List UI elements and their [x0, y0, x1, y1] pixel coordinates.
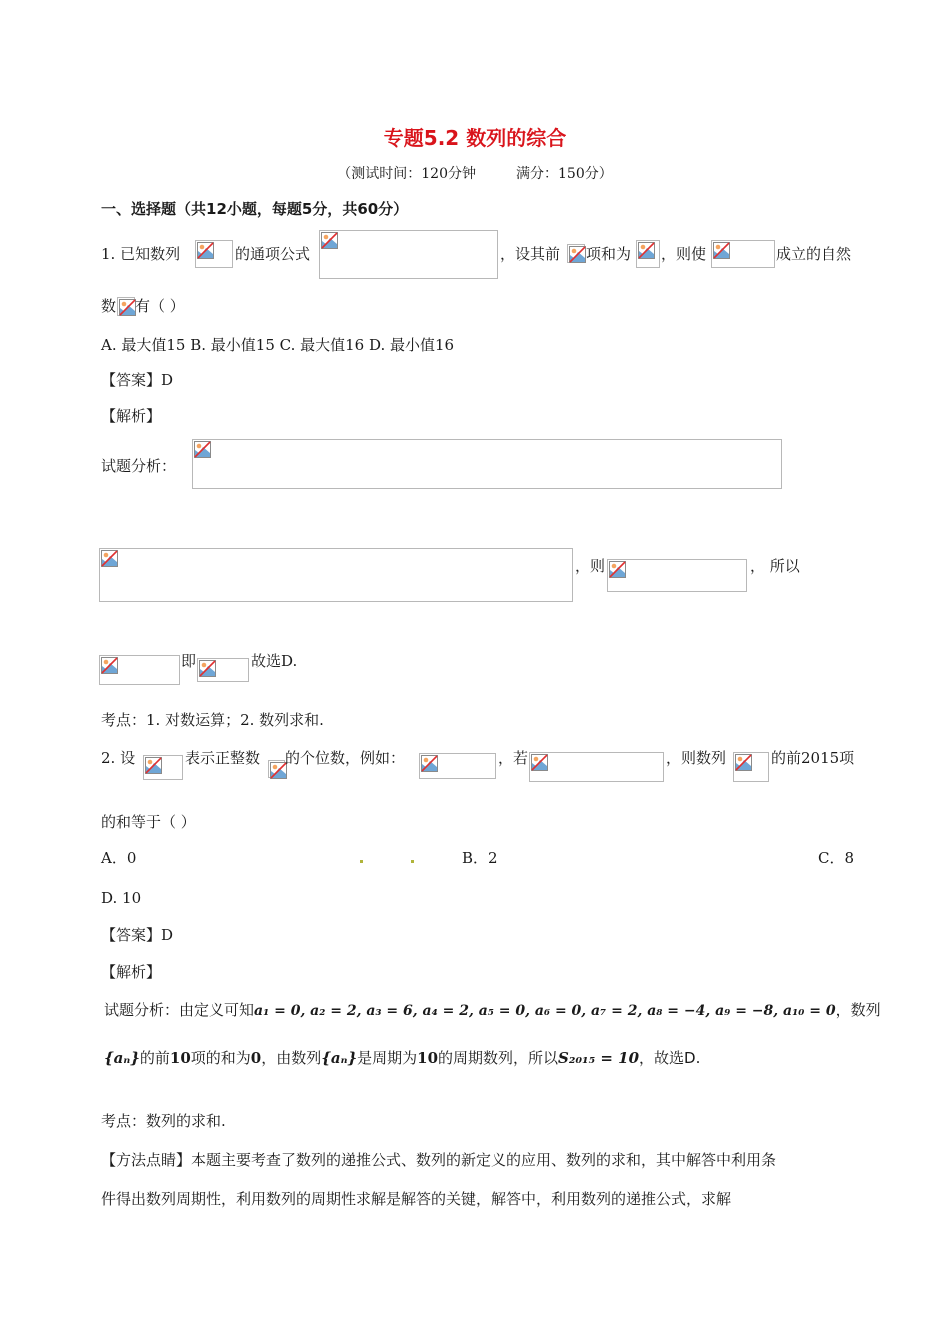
q2-solution-line2	[104, 1048, 700, 1068]
solution-text: 项的和为	[190, 1049, 251, 1067]
broken-image-icon	[199, 660, 216, 677]
broken-image-icon	[101, 550, 118, 567]
broken-image-icon	[609, 561, 626, 578]
test-time: （测试时间：120分钟	[337, 166, 476, 182]
q1-text-1: 1. 已知数列	[101, 245, 181, 263]
q1-then: ，则	[575, 557, 606, 575]
solution-text: ，数列	[835, 1001, 881, 1019]
formula-image	[268, 760, 285, 778]
formula-image	[419, 753, 496, 779]
solution-formula: 10	[169, 1049, 191, 1067]
formula-image	[197, 658, 249, 682]
q2-analysis-label: 【解析】	[101, 963, 162, 981]
formula-image	[567, 244, 585, 263]
q1-ie: 即	[181, 652, 197, 670]
solution-formula: a₁ = 0, a₂ = 2, a₃ = 6, a₄ = 2, a₅ = 0, a₆ = 0, a₇ = 2, a₈ = −4, a₉ = −8, a₁₀ = 0	[254, 1003, 836, 1019]
q1-text-5: ，则使	[661, 245, 707, 263]
q2-option-c: C．8	[818, 849, 855, 867]
q1-text-3: ，设其前	[500, 245, 561, 263]
solution-formula: 0	[250, 1049, 262, 1067]
q2-option-b: B．2	[462, 849, 498, 867]
q1-text-6: 成立的自然	[776, 245, 852, 263]
q2-text-1: 2. 设	[101, 749, 136, 767]
q1-line2-b: 有（ ）	[135, 297, 185, 315]
formula-image	[607, 559, 747, 592]
q1-points: 考点：1. 对数运算；2. 数列求和.	[101, 711, 324, 729]
broken-image-icon	[713, 242, 730, 259]
solution-text: 的周期数列，所以	[438, 1049, 559, 1067]
q1-analysis-intro: 试题分析：	[101, 457, 177, 475]
solution-text: ，故选D.	[639, 1049, 701, 1067]
broken-image-icon	[638, 242, 655, 259]
stray-dot	[411, 860, 414, 863]
q2-text-4: ，若	[498, 749, 529, 767]
broken-image-icon	[735, 754, 752, 771]
q2-option-d: D. 10	[101, 889, 142, 907]
formula-image	[195, 240, 233, 268]
broken-image-icon	[321, 232, 338, 249]
broken-image-icon	[194, 441, 211, 458]
broken-image-icon	[145, 757, 162, 774]
formula-image	[143, 755, 183, 780]
q1-line2-a: 数	[101, 297, 117, 315]
method-tip-line1: 【方法点睛】本题主要考查了数列的递推公式、数列的新定义的应用、数列的求和，其中解答中利用条	[101, 1151, 777, 1169]
q2-text-5: ，则数列	[666, 749, 727, 767]
broken-image-icon	[119, 299, 136, 316]
q1-analysis-label: 【解析】	[101, 407, 162, 425]
solution-formula: S₂₀₁₅ = 10	[558, 1049, 640, 1067]
broken-image-icon	[421, 755, 438, 772]
test-info	[0, 163, 950, 183]
page-title: 专题5.2 数列的综合	[383, 126, 567, 150]
q1-text-2: 的通项公式	[235, 245, 311, 263]
q2-line2: 的和等于（ ）	[101, 813, 196, 831]
formula-image	[99, 548, 573, 602]
q2-text-2: 表示正整数	[185, 749, 261, 767]
q2-option-a: A．0	[101, 849, 137, 867]
formula-image	[117, 297, 135, 316]
broken-image-icon	[569, 246, 586, 263]
solution-text: 是周期为	[357, 1049, 418, 1067]
solution-text: 的前	[139, 1049, 170, 1067]
q1-so: ， 所以	[750, 557, 800, 575]
q2-points: 考点：数列的求和.	[101, 1112, 226, 1130]
section-header: 一、选择题（共12小题，每题5分，共60分）	[101, 200, 409, 218]
solution-formula: 10	[417, 1049, 439, 1067]
solution-formula: {aₙ}	[321, 1049, 358, 1067]
formula-image	[529, 752, 664, 782]
q1-choose: 故选D.	[251, 652, 298, 670]
broken-image-icon	[197, 242, 214, 259]
broken-image-icon	[101, 657, 118, 674]
solution-text: ，由数列	[261, 1049, 322, 1067]
test-score: 满分：150分）	[516, 166, 613, 182]
q2-text-3: 的个位数，例如：	[285, 749, 406, 767]
stray-dot	[360, 860, 363, 863]
formula-image	[733, 752, 769, 782]
solution-text: 试题分析：由定义可知	[104, 1001, 255, 1019]
formula-image	[711, 240, 775, 268]
method-tip-line2: 件得出数列周期性，利用数列的周期性求解是解答的关键，解答中，利用数列的递推公式，求解	[101, 1190, 732, 1208]
q1-options: A. 最大值15 B. 最小值15 C. 最大值16 D. 最小值16	[101, 336, 455, 354]
formula-image	[636, 240, 660, 268]
broken-image-icon	[531, 754, 548, 771]
q2-text-6: 的前2015项	[771, 749, 855, 767]
q1-answer: 【答案】D	[101, 371, 174, 389]
q2-solution-line1	[104, 1000, 881, 1021]
q2-answer: 【答案】D	[101, 926, 174, 944]
q1-text-4: 项和为	[586, 245, 632, 263]
formula-image	[192, 439, 782, 489]
formula-image	[99, 655, 180, 685]
solution-formula: {aₙ}	[104, 1049, 140, 1067]
formula-image	[319, 230, 498, 279]
